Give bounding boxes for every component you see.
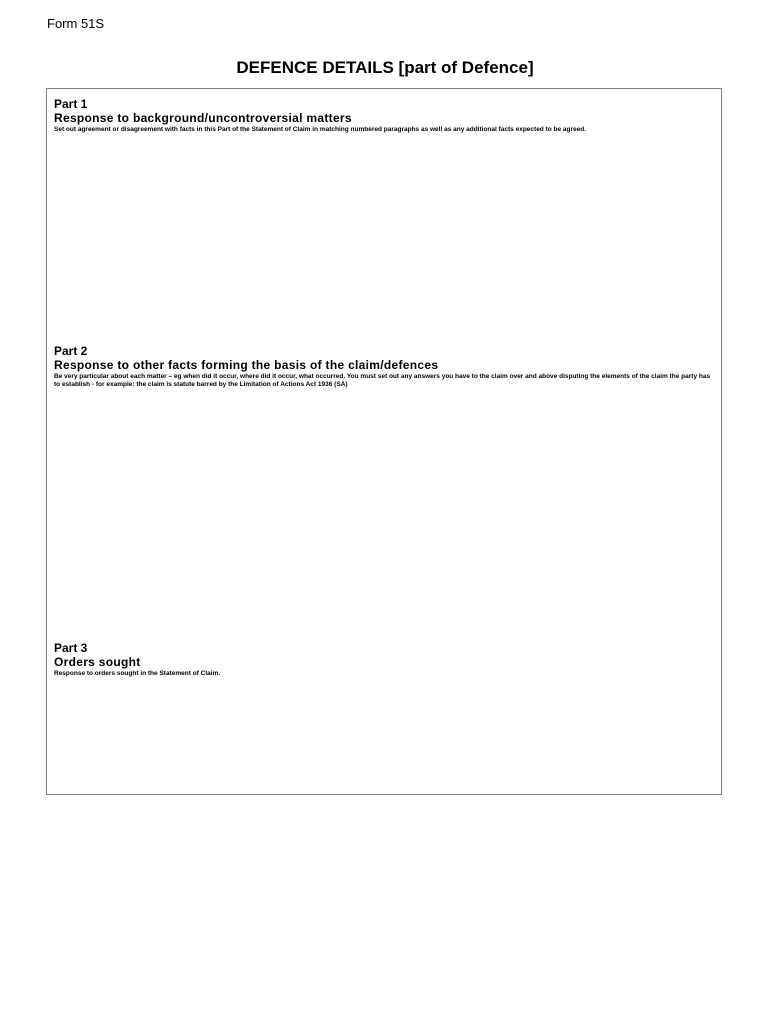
part-3-section [54, 641, 714, 678]
document-title: DEFENCE DETAILS [part of Defence] [236, 58, 534, 77]
defence-details-box [46, 88, 722, 795]
part-1-heading: Response to background/uncontroversial matters [54, 111, 352, 125]
part-1-response-area[interactable] [54, 143, 714, 338]
part-1-section [54, 97, 714, 134]
form-number: Form 51S [47, 16, 105, 31]
part-3-heading: Orders sought [54, 655, 141, 669]
part-3-response-area[interactable] [54, 687, 714, 787]
part-2-label: Part 2 [54, 344, 88, 358]
part-2-instructions: Be very particular about each matter – eg when did it occur, where did it occur, what occurred. You must set out any answers you have to the claim over and above disputing the elements of the claim the party has to establish - for example: the claim is statute barred by the Limitation of Actions Act 1936 (SA) [54, 373, 711, 388]
part-2-response-area[interactable] [54, 398, 714, 633]
part-3-instructions: Response to orders sought in the Statement of Claim. [54, 670, 221, 677]
part-2-section [54, 344, 714, 389]
part-2-heading: Response to other facts forming the basis of the claim/defences [54, 358, 439, 372]
part-1-label: Part 1 [54, 97, 88, 111]
part-3-label: Part 3 [54, 641, 88, 655]
part-1-instructions: Set out agreement or disagreement with facts in this Part of the Statement of Claim in matching numbered paragraphs as well as any additional facts expected to be agreed. [54, 126, 587, 133]
